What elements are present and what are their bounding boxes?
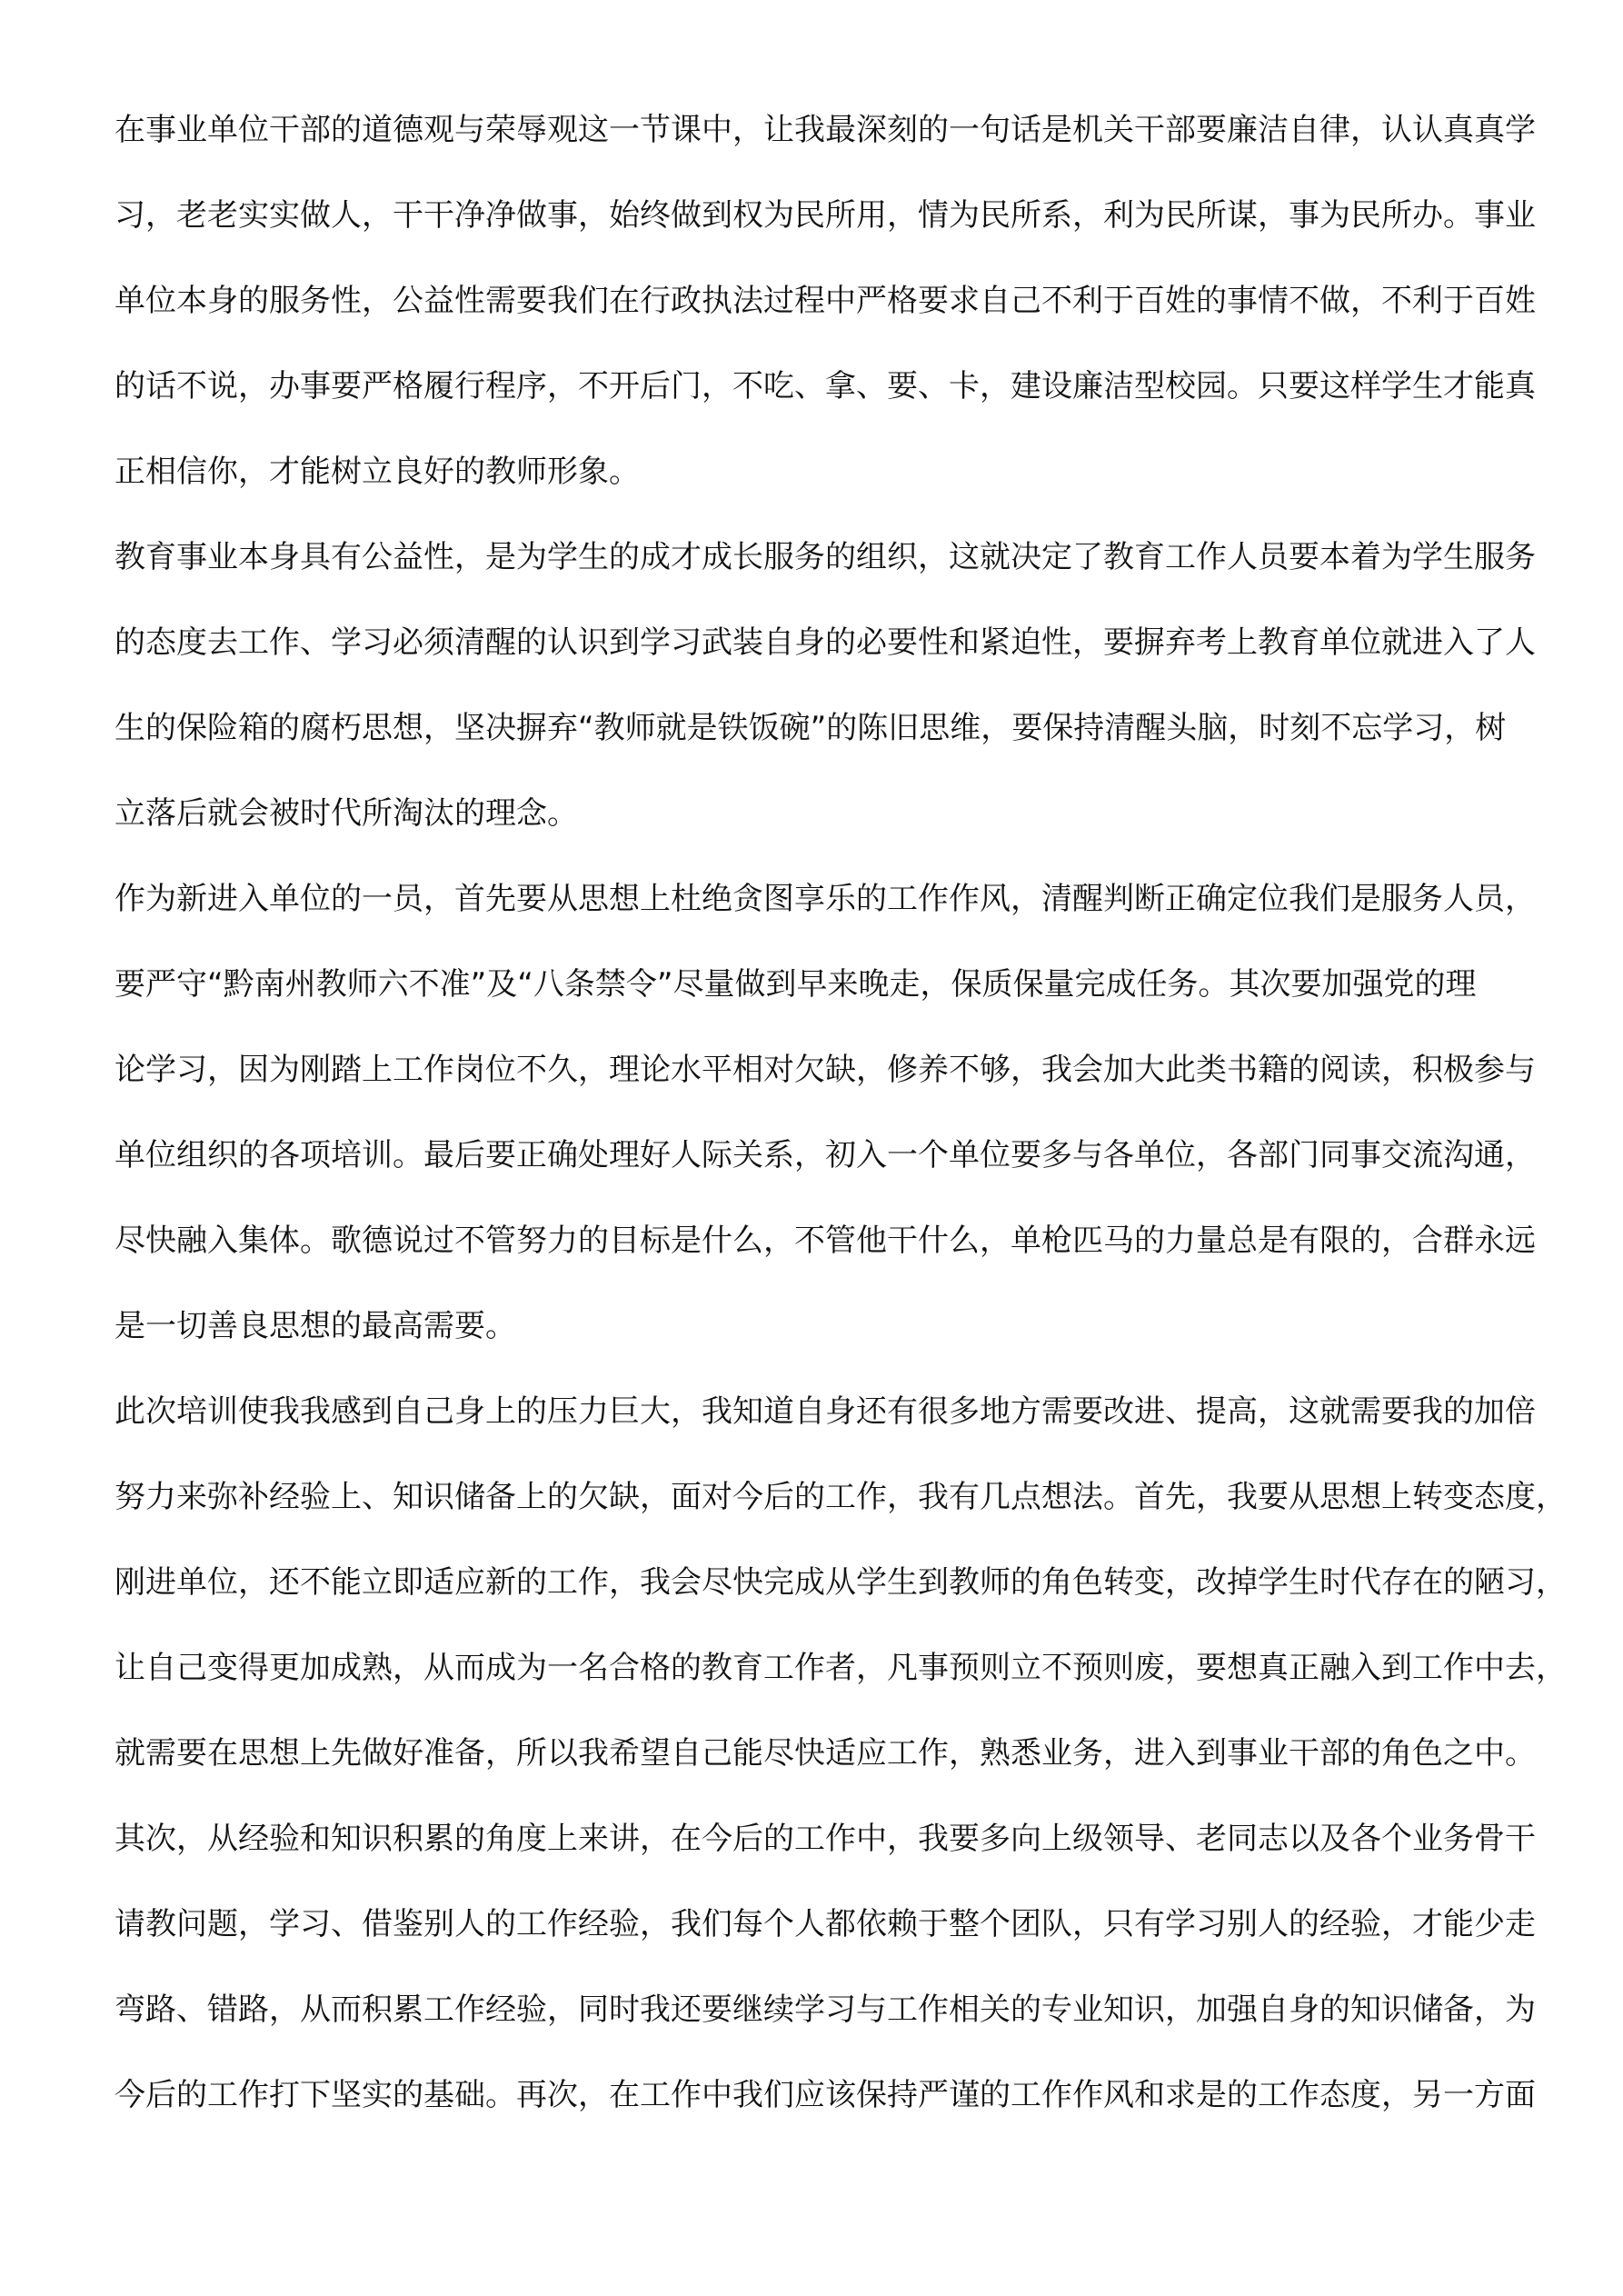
paragraph-2 [115, 514, 1550, 856]
text-line: 刚进单位，还不能立即适应新的工作，我会尽快完成从学生到教师的角色转变，改掉学生时代存在的陋习， [115, 1564, 1567, 1601]
document-page [115, 87, 1567, 2138]
text-line: 论学习，因为刚踏上工作岗位不久，理论水平相对欠缺，修养不够，我会加大此类书籍的阅读，积极参与 [115, 1052, 1536, 1088]
text-line: 习，老老实实做人，干干净净做事，始终做到权为民所用，情为民所系，利为民所谋，事为民所办。事业 [115, 197, 1536, 234]
text-line: 弯路、错路，从而积累工作经验，同时我还要继续学习与工作相关的专业知识，加强自身的知识储备，为 [115, 1992, 1536, 2028]
text-line: 其次，从经验和知识积累的角度上来讲，在今后的工作中，我要多向上级领导、老同志以及各个业务骨干 [115, 1821, 1536, 1857]
paragraph-4 [115, 1369, 1567, 2138]
text-line: 的话不说，办事要严格履行程序，不开后门，不吃、拿、要、卡，建设廉洁型校园。只要这样学生才能真 [115, 368, 1536, 404]
text-line: 今后的工作打下坚实的基础。再次，在工作中我们应该保持严谨的工作作风和求是的工作态度，另一方面 [115, 2077, 1536, 2113]
text-line: 让自己变得更加成熟，从而成为一名合格的教育工作者，凡事预则立不预则废，要想真正融入到工作中去， [115, 1650, 1567, 1686]
text-line: 尽快融入集体。歌德说过不管努力的目标是什么，不管他干什么，单枪匹马的力量总是有限的，合群永远 [115, 1223, 1536, 1259]
text-line: 单位组织的各项培训。最后要正确处理好人际关系，初入一个单位要多与各单位，各部门同事交流沟通， [115, 1137, 1536, 1173]
text-line: 在事业单位干部的道德观与荣辱观这一节课中，让我最深刻的一句话是机关干部要廉洁自律，认认真真学 [115, 112, 1536, 148]
paragraph-1 [115, 87, 1550, 514]
text-line: 请教问题，学习、借鉴别人的工作经验，我们每个人都依赖于整个团队，只有学习别人的经验，才能少走 [115, 1906, 1536, 1942]
text-line: 生的保险箱的腐朽思想，坚决摒弃“教师就是铁饭碗”的陈旧思维，要保持清醒头脑，时刻不忘学习，树 [115, 710, 1507, 746]
text-line: 此次培训使我我感到自己身上的压力巨大，我知道自身还有很多地方需要改进、提高，这就需要我的加倍 [115, 1393, 1536, 1430]
text-line: 单位本身的服务性，公益性需要我们在行政执法过程中严格要求自己不利于百姓的事情不做，不利于百姓 [115, 283, 1536, 319]
text-line: 的态度去工作、学习必须清醒的认识到学习武装自身的必要性和紧迫性，要摒弃考上教育单位就进入了人 [115, 624, 1536, 661]
text-line: 要严守“黔南州教师六不准”及“八条禁令”尽量做到早来晚走，保质保量完成任务。其次要加强党的理 [115, 966, 1477, 1003]
text-line: 立落后就会被时代所淘汰的理念。 [115, 795, 578, 832]
paragraph-3 [115, 856, 1550, 1369]
text-line: 是一切善良思想的最高需要。 [115, 1308, 516, 1344]
text-line: 努力来弥补经验上、知识储备上的欠缺，面对今后的工作，我有几点想法。首先，我要从思想上转变态度， [115, 1479, 1567, 1515]
text-line: 作为新进入单位的一员，首先要从思想上杜绝贪图享乐的工作作风，清醒判断正确定位我们是服务人员， [115, 881, 1536, 917]
text-line: 教育事业本身具有公益性，是为学生的成才成长服务的组织，这就决定了教育工作人员要本着为学生服务 [115, 539, 1536, 575]
text-line: 就需要在思想上先做好准备，所以我希望自己能尽快适应工作，熟悉业务，进入到事业干部的角色之中。 [115, 1735, 1536, 1772]
text-line: 正相信你，才能树立良好的教师形象。 [115, 454, 640, 490]
